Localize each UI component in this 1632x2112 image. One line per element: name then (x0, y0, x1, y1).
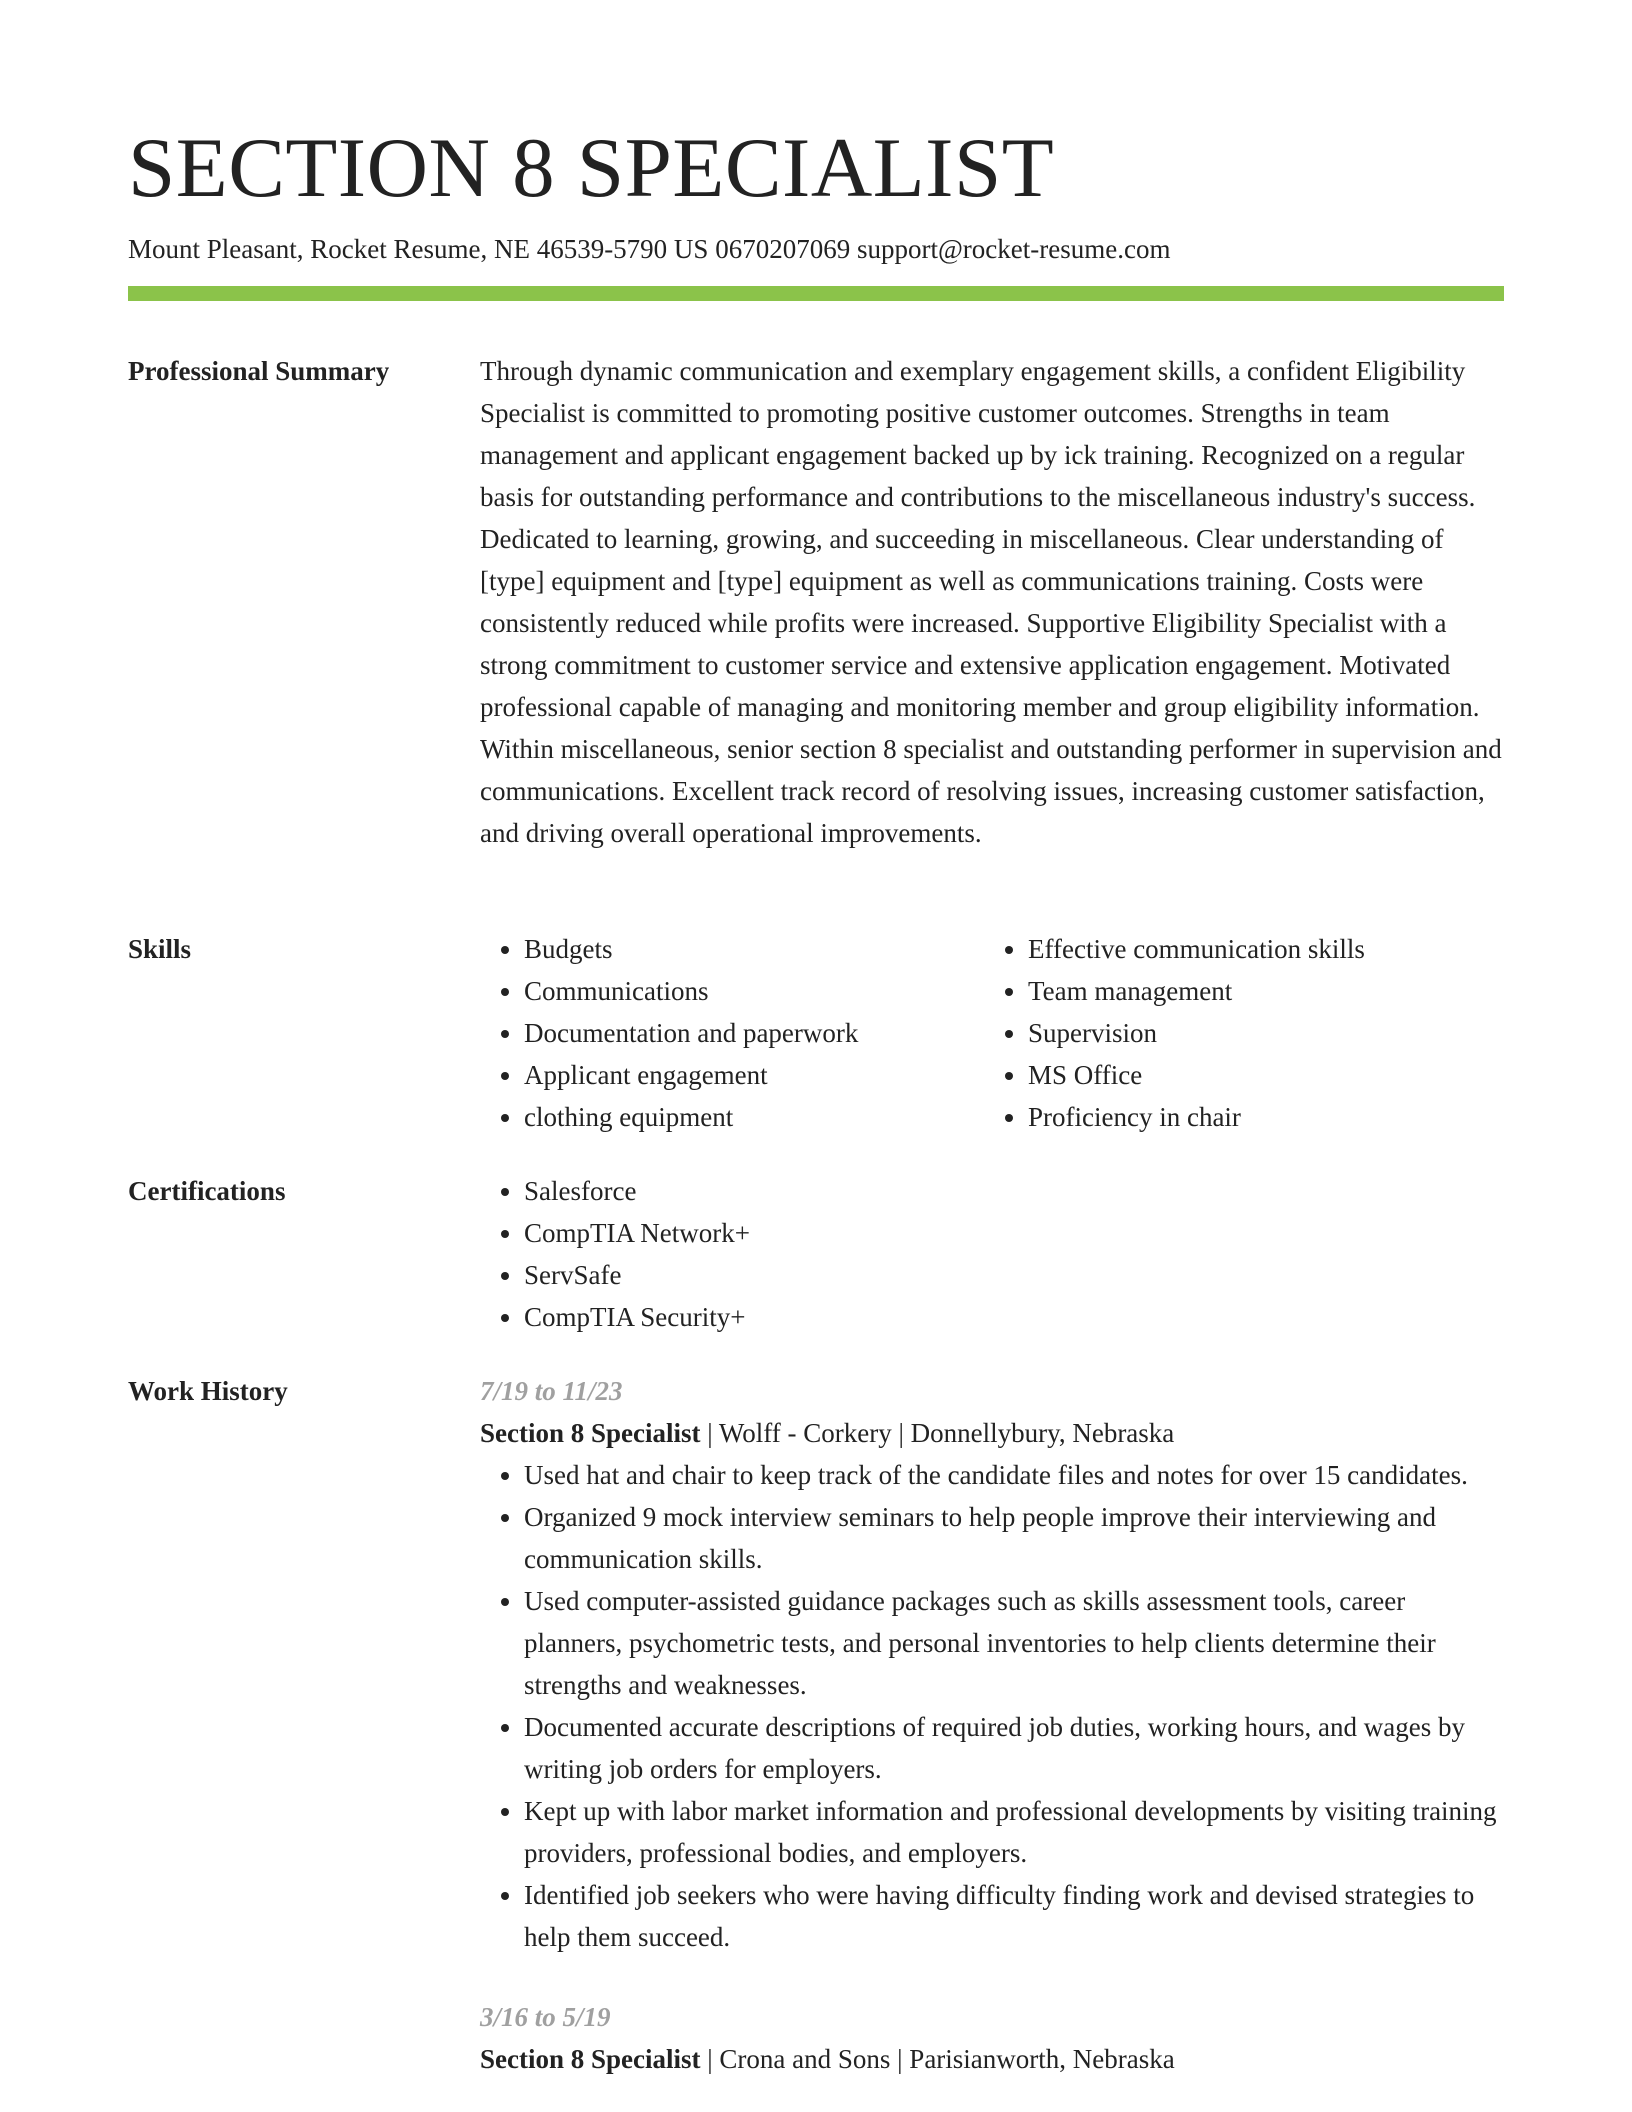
job-duty-item: • Used hat and chair to keep track of the candidate files and notes for over 15 candidates. (524, 1454, 1504, 1496)
job-duty-item: • Organized 9 mock interview seminars to help people improve their interviewing and communication skills. (524, 1496, 1504, 1580)
summary-heading: Professional Summary (128, 356, 390, 386)
job-heading (480, 1412, 1504, 1454)
certification-item: • Salesforce (524, 1170, 1504, 1212)
skill-item: • Team management (1028, 970, 1488, 1012)
job-heading (480, 2038, 1504, 2080)
skill-item: • Budgets (524, 928, 984, 970)
work-history-body (480, 1370, 1504, 2080)
accent-divider (128, 286, 1504, 301)
skills-heading: Skills (128, 934, 192, 964)
skill-item: • clothing equipment (524, 1096, 984, 1138)
job-duties-list (480, 1454, 1504, 1958)
job-entry (480, 1370, 1504, 1958)
job-dates: 3/16 to 5/19 (480, 2002, 611, 2032)
job-details: | Crona and Sons | Parisianworth, Nebraska (700, 2044, 1175, 2074)
certifications-heading: Certifications (128, 1176, 286, 1206)
candidate-name: SECTION 8 SPECIALIST (128, 121, 1055, 215)
job-title: Section 8 Specialist (480, 1418, 701, 1448)
work-history-heading: Work History (128, 1376, 288, 1406)
job-duty-item: • Identified job seekers who were having difficulty finding work and devised strategies to help them succeed. (524, 1874, 1504, 1958)
skills-column-right (984, 928, 1488, 1138)
skill-item: • Documentation and paperwork (524, 1012, 984, 1054)
certification-item: • ServSafe (524, 1254, 1504, 1296)
certifications-list (480, 1170, 1504, 1338)
contact-line: Mount Pleasant, Rocket Resume, NE 46539-5790 US 0670207069 support@rocket-resume.com (128, 234, 1171, 264)
job-title: Section 8 Specialist (480, 2044, 701, 2074)
skill-item: • Communications (524, 970, 984, 1012)
summary-body (480, 350, 1504, 854)
job-entry (480, 1996, 1504, 2080)
skills-column-left (480, 928, 984, 1138)
skill-item: • MS Office (1028, 1054, 1488, 1096)
job-dates: 7/19 to 11/23 (480, 1376, 623, 1406)
skill-item: • Effective communication skills (1028, 928, 1488, 970)
summary-text: Through dynamic communication and exemplary engagement skills, a confident Eligibility Specialist is committed to promoting positive customer outcomes. Strengths in team management and applicant engagement backed up by ick training. Recognized on a regular basis for outstanding performance and contributions to the miscellaneous industry's success. Dedicated to learning, growing, and succeeding in miscellaneous. Clear understanding of [type] equipment and [type] equipment as well as communications training. Costs were consistently reduced while profits were increased. Supportive Eligibility Specialist with a strong commitment to customer service and extensive application engagement. Motivated professional capable of managing and monitoring member and group eligibility information. Within miscellaneous, senior section 8 specialist and outstanding performer in supervision and communications. Excellent track record of resolving issues, increasing customer satisfaction, and driving overall operational improvements. (480, 356, 1502, 848)
skills-list-right (984, 928, 1488, 1138)
skill-item: • Proficiency in chair (1028, 1096, 1488, 1138)
job-duty-item: • Kept up with labor market information and professional developments by visiting training providers, professional bodies, and employers. (524, 1790, 1504, 1874)
certifications-body (480, 1170, 1504, 1338)
skill-item: • Applicant engagement (524, 1054, 984, 1096)
job-details: | Wolff - Corkery | Donnellybury, Nebraska (700, 1418, 1175, 1448)
certification-item: • CompTIA Security+ (524, 1296, 1504, 1338)
skill-item: • Supervision (1028, 1012, 1488, 1054)
job-duty-item: • Documented accurate descriptions of required job duties, working hours, and wages by writing job orders for employers. (524, 1706, 1504, 1790)
job-duty-item: • Used computer-assisted guidance packages such as skills assessment tools, career planners, psychometric tests, and personal inventories to help clients determine their strengths and weaknesses. (524, 1580, 1504, 1706)
skills-body (480, 928, 1504, 1138)
skills-list-left (480, 928, 984, 1138)
certification-item: • CompTIA Network+ (524, 1212, 1504, 1254)
